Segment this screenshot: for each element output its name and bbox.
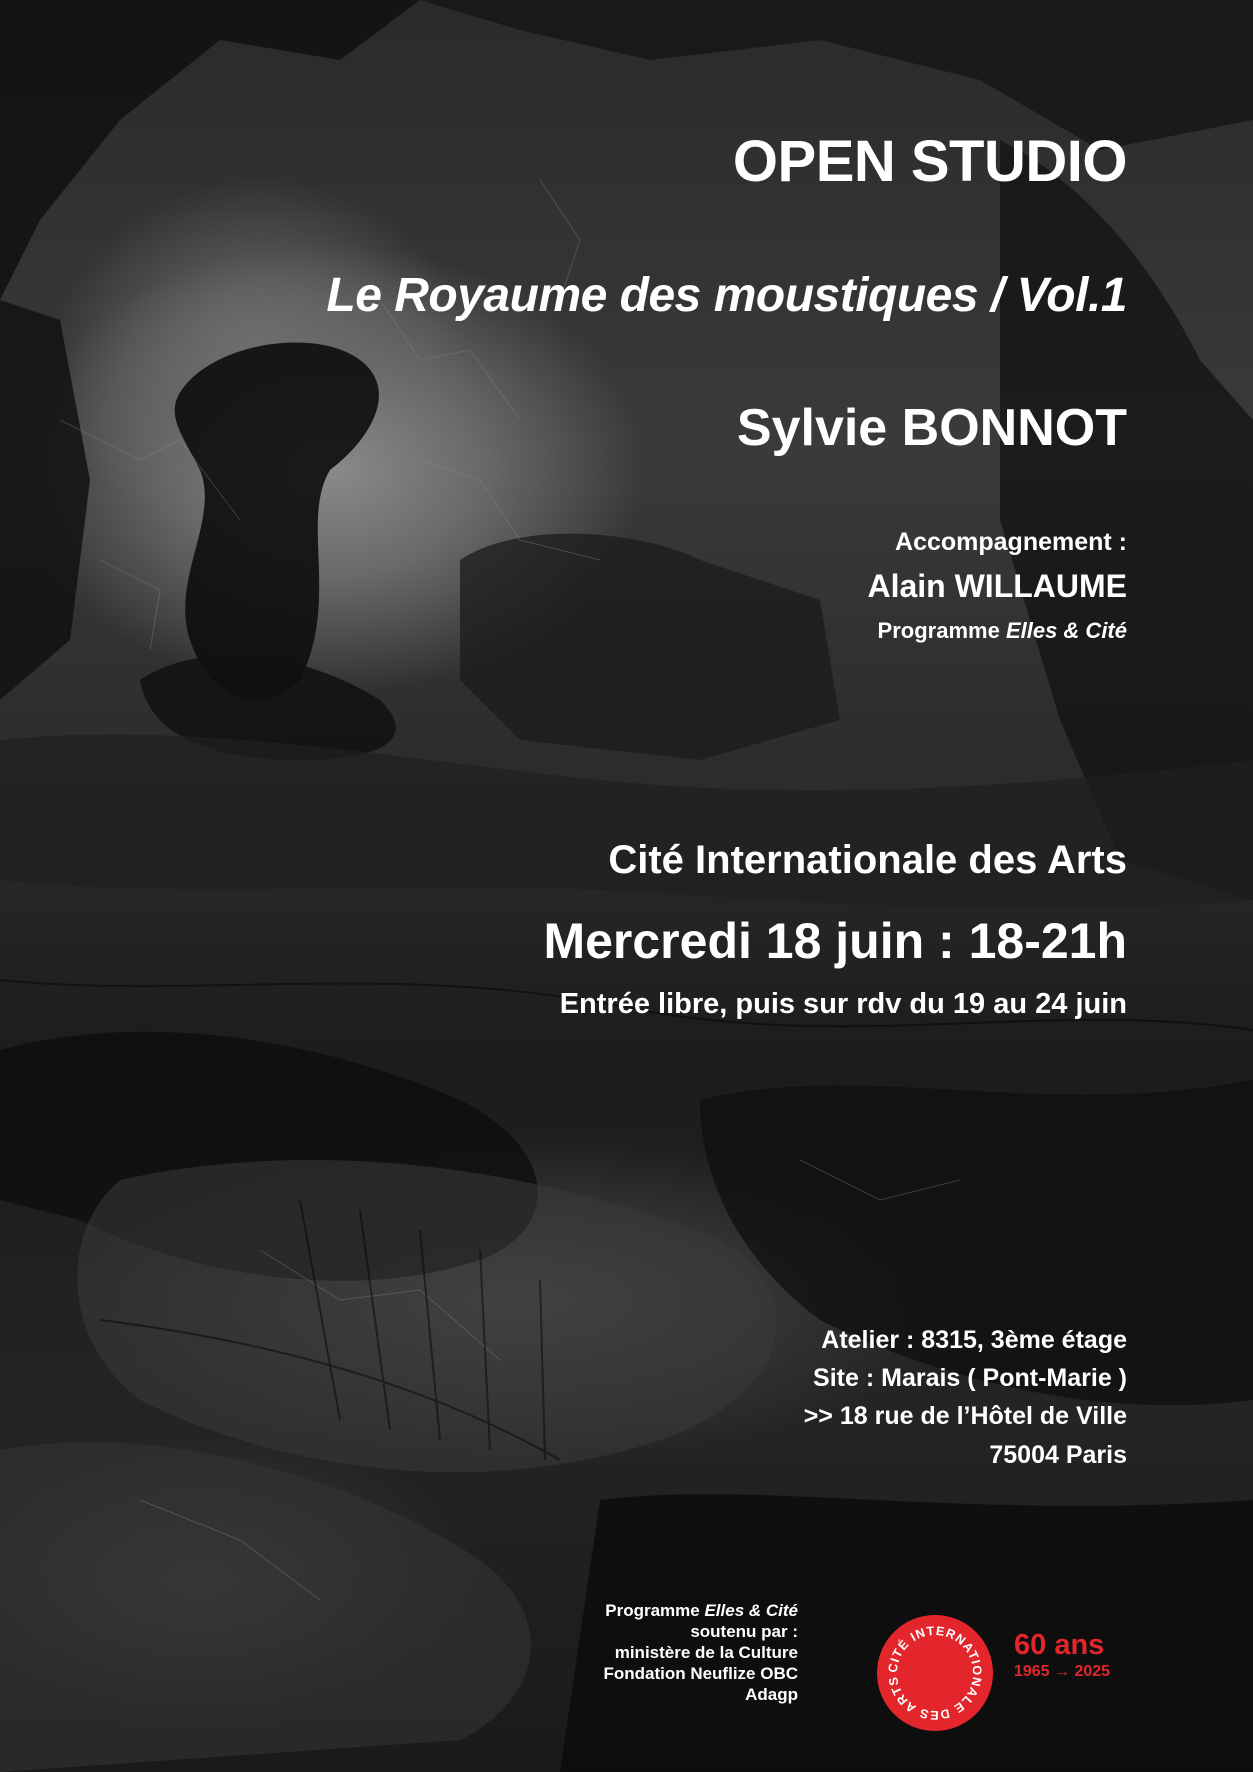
sponsor-item: ministère de la Culture (614, 1643, 798, 1662)
entry-info: Entrée libre, puis sur rdv du 19 au 24 juin (559, 988, 1127, 1020)
logo-text: CITÉ INTERNATIONALE DES ARTS (885, 1623, 985, 1723)
sponsors-supported-by: soutenu par : (690, 1622, 798, 1641)
accompaniment-label: Accompagnement : (895, 528, 1127, 556)
program-name: Elles & Cité (1005, 618, 1127, 643)
sponsors-program-name: Elles & Cité (704, 1601, 798, 1620)
exhibition-subtitle: Le Royaume des moustiques / Vol.1 (326, 269, 1127, 322)
sponsor-item: Adagp (745, 1685, 798, 1704)
page-title: OPEN STUDIO (732, 129, 1127, 194)
accompaniment-name: Alain WILLAUME (867, 568, 1127, 604)
address-street: >> 18 rue de l’Hôtel de Ville (803, 1402, 1127, 1430)
address-atelier: Atelier : 8315, 3ème étage (821, 1326, 1127, 1354)
anniversary-label: 60 ans (1014, 1629, 1105, 1661)
program-line (878, 618, 1127, 644)
artist-name: Sylvie BONNOT (736, 399, 1127, 457)
anniversary-block (1014, 1629, 1110, 1683)
sponsors-block (603, 1600, 798, 1705)
anniversary-years: 1965 → 2025 (1014, 1663, 1111, 1680)
sponsor-item: Fondation Neuflize OBC (603, 1664, 798, 1683)
address-site: Site : Marais ( Pont-Marie ) (813, 1364, 1127, 1392)
address-city: 75004 Paris (989, 1441, 1127, 1469)
cite-logo (876, 1614, 994, 1732)
event-date: Mercredi 18 juin : 18-21h (543, 913, 1127, 969)
program-prefix: Programme (877, 618, 1000, 643)
venue-name: Cité Internationale des Arts (608, 838, 1127, 882)
sponsors-program-prefix: Programme (605, 1601, 700, 1620)
sponsors-program-line (603, 1600, 798, 1621)
